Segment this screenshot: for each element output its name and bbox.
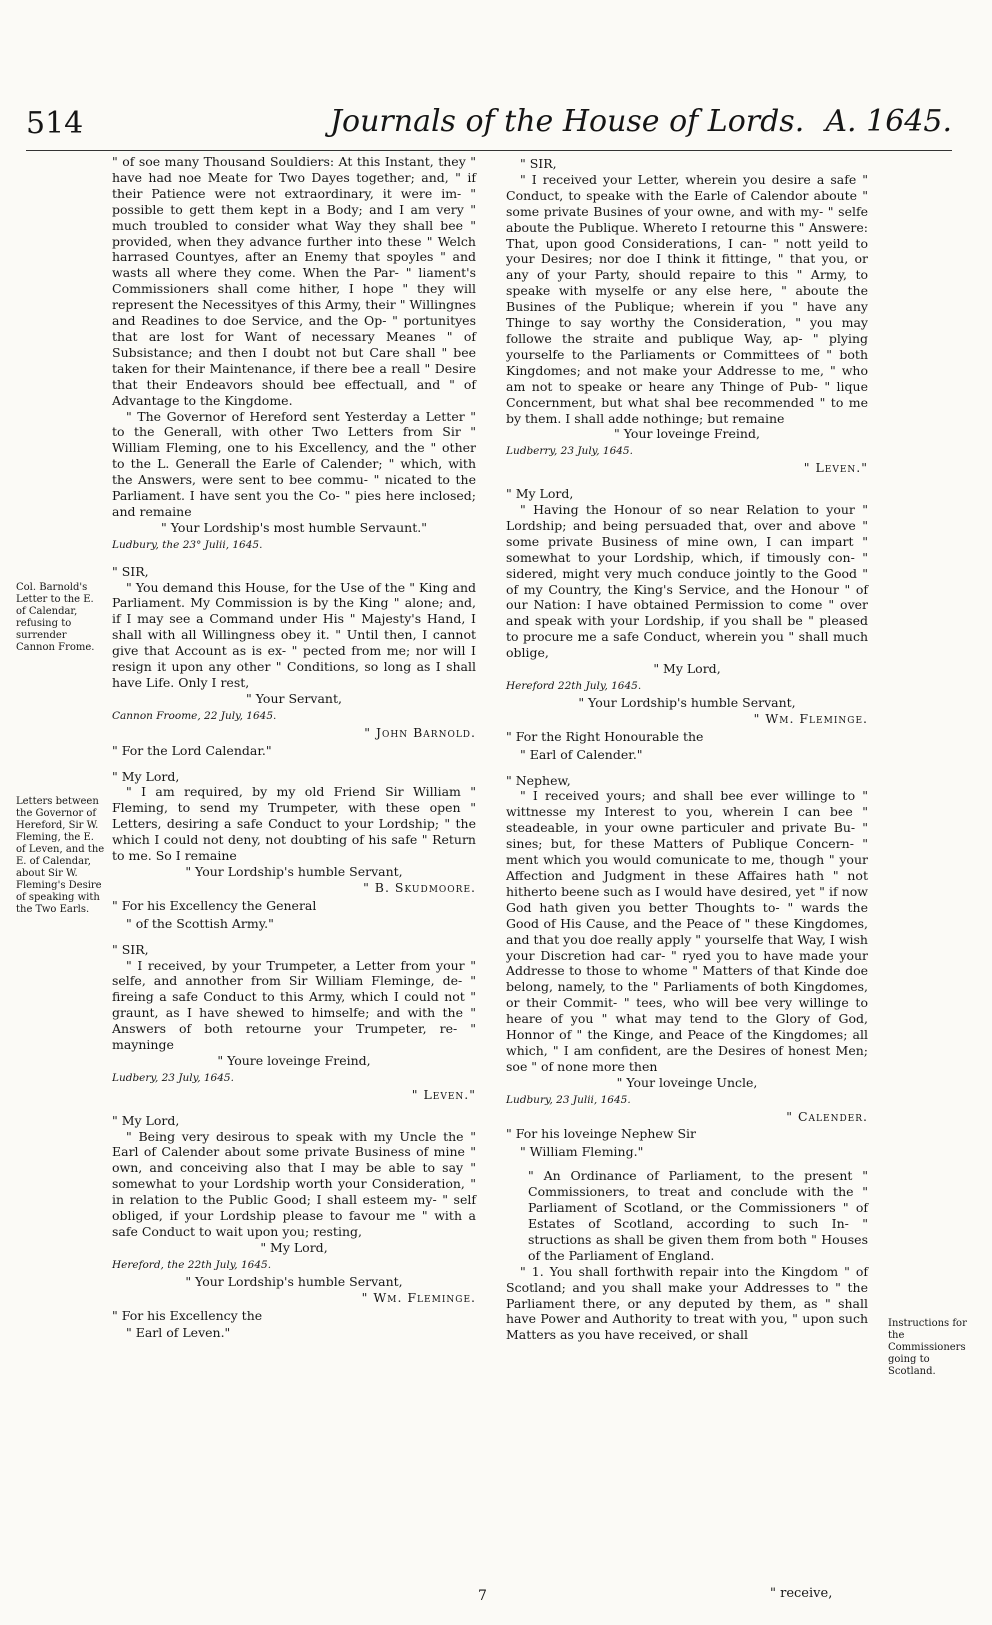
dateline: Hereford, the 22th July, 1645. xyxy=(112,1258,272,1271)
margin-note-letters: Letters between the Governor of Hereford, Sir W. Fleming, the E. of Leven, and the E. of Calendar, about Sir W. Fleming's Desire of speaking with the Two Earls. xyxy=(16,796,105,915)
paragraph: " Having the Honour of so near Relation to your " Lordship; and being persuaded that, over and above " some private Business of mine own, I can impart " somewhat to your Lordship, which, if timously con- " sidered, might very much conduce jointly to the Good " of my Country, the King's Service, and the Honour " of our Nation: I have obtained Permission to come " over and speak with your Lordship, if you shall be " pleased to procure me a safe Conduct, wherein you " shall much oblige, xyxy=(506,502,868,661)
address: " For the Right Honourable the xyxy=(506,728,704,744)
signature-mark: 7 xyxy=(478,1588,487,1604)
paragraph: " of soe many Thousand Souldiers: At this Instant, they " have had noe Meate for Two Dayes together; and, " if their Patience were not extraordinary, it were im- " possible to gett them kept in a Body; and I am very " much troubled to consider what Way they shall bee " provided, when they advance further into these " Welch harrased Countyes, after an Enemy that spoyles " and wasts all where they come. When the Par- " liament's Commissioners shall come hither, I hope " they will represent the Necessityes of this Army, their " Willingnes and Readines to doe Service, and the Op- " portunityes that are lost for Want of necessary Meanes " of Subsistance; and then I doubt not but Care shall " bee taken for their Maintenance, if there bee a reall " Desire that their Endeavors should bee effectuall, and " of Advantage to the Kingdome. xyxy=(112,154,476,408)
running-year: A. 1645. xyxy=(825,104,952,139)
paragraph: " I received yours; and shall bee ever willinge to " wittnesse my Interest to you, wherein I can bee " steadeable, in your owne particuler and private Bu- " sines; but, for these Matters of Publique Concern- " ment which you would comunicate to me, though " your Affection and Judgment in these Affaires hath " not hitherto beene such as I would have desired, yet " if now God hath given you better Thoughts to- " wards the Good of His Cause, and the Peace of " these Kingdomes, and that you doe really apply " yourselfe that Way, I wish your Discretion had car- " ryed you to have made your Addresse to those to whome " Matters of that Kinde doe belong, namely, to the " Parliaments of both Kingdomes, or their Commit- " tees, who will bee very willinge to heare of you " what may tend to the Glory of God, Honnor of " the Kinge, and Peace of the Kingdomes; all which, " I am confident, are the Desires of honest Men; soe " of none more then xyxy=(506,788,868,1074)
signature: " B. Skudmoore. xyxy=(363,879,476,895)
margin-note-instructions: Instructions for the Commissioners going to Scotland. xyxy=(888,1318,967,1377)
closing: " Your Lordship's humble Servant, xyxy=(185,1273,403,1289)
closing: " Your Lordship's most humble Servaunt." xyxy=(161,519,427,535)
salutation: " SIR, xyxy=(112,941,149,957)
closing: " Your Lordship's humble Servant, xyxy=(185,863,403,879)
paragraph: " I received, by your Trumpeter, a Letter from your " selfe, and annother from Sir William Fleminge, de- " fireing a safe Conduct to this Army, which I could not " graunt, as I have shewed to himselfe; and with the " Answers of both retourne your Trumpeter, re- " mayninge xyxy=(112,957,476,1053)
signature: " John Barnold. xyxy=(364,724,476,740)
salutation: " Nephew, xyxy=(506,772,571,788)
signature: " Calender. xyxy=(786,1108,868,1124)
closing: " Your loveinge Uncle, xyxy=(616,1074,758,1090)
signature: " Leven." xyxy=(411,1086,476,1102)
address: " For his loveinge Nephew Sir xyxy=(506,1126,697,1142)
paragraph: " 1. You shall forthwith repair into the Kingdom " of Scotland; and you shall make your Addresses to " the Parliament there, or any deputed by them, as " shall have Power and Authority to treat with you, " upon such Matters as you have received, or shall xyxy=(506,1263,868,1343)
address: " Earl of Calender." xyxy=(520,746,643,762)
address: " Earl of Leven." xyxy=(126,1325,231,1341)
paragraph: " I received your Letter, wherein you desire a safe " Conduct, to speake with the Earle of Calendor aboute " some private Busines of your owne, and with my- " selfe aboute the Publique. Whereto I retourne this " Answere: That, upon good Considerations, I can- " nott yeild to your Desires; nor doe I think it fittinge, " that you, or any of your Party, should repaire to this " Army, to speake with myselfe or any else here, " aboute the Busines of the Publique; wherein if you " have any Thinge to say worthy the Consideration, " you may followe the straite and publique Way, ap- " plying yourselfe to the Parliaments or Committees of " both Kingdomes; and not make your Addresse to me, " who am not to speake or heare any Thinge of Pub- " lique Concernment, but what shal bee recommended " to me by them. I shall adde nothinge; but remaine xyxy=(506,171,868,426)
signature: " Wm. Fleminge. xyxy=(753,710,868,726)
paragraph: " Being very desirous to speak with my Uncle the " Earl of Calender about some private Business of mine " own, and conceiving also that I may be able to say " somewhat to your Lordship worth your Consideration, " in relation to the Public Good; I shall esteem my- " self obliged, if your Lordship please to favour me " with a safe Conduct to wait upon you; resting, xyxy=(112,1128,476,1239)
ordinance-heading: " An Ordinance of Parliament, to the present " Commissioners, to treat and conclude with the " Parliament of Scotland, or the Commissioners " of Estates of Scotland, according to such In- " structions as shall be given them from both " Houses of the Parliament of England. xyxy=(528,1168,868,1263)
dateline: Ludbury, 23 Julii, 1645. xyxy=(506,1093,631,1106)
address: " William Fleming." xyxy=(520,1144,644,1160)
running-header xyxy=(0,102,992,150)
address: " For his Excellency the xyxy=(112,1307,263,1323)
salutation: " My Lord, xyxy=(506,486,574,502)
dateline: Ludberry, 23 July, 1645. xyxy=(506,445,633,458)
dateline: Cannon Froome, 22 July, 1645. xyxy=(112,709,277,722)
left-column xyxy=(112,154,476,1341)
closing: " Your loveinge Freind, xyxy=(614,426,760,442)
right-column xyxy=(506,154,868,1343)
paragraph: " I am required, by my old Friend Sir William " Fleming, to send my Trumpeter, with these open " Letters, desiring a safe Conduct to your Lordship; " the which I could not deny, not doubting of his safe " Return to me. So I remaine xyxy=(112,784,476,864)
dateline: Hereford 22th July, 1645. xyxy=(506,680,642,692)
catchword: " receive, xyxy=(770,1586,833,1601)
salutation: " SIR, xyxy=(112,563,149,579)
salutation: " My Lord, xyxy=(112,768,180,784)
closing: " My Lord, xyxy=(653,661,721,677)
header-rule xyxy=(26,150,952,151)
margin-note-barnold: Col. Barnold's Letter to the E. of Calendar, refusing to surrender Cannon Frome. xyxy=(16,582,95,653)
page-number: 514 xyxy=(26,106,84,141)
closing: " Youre loveinge Freind, xyxy=(217,1052,371,1068)
signature: " Wm. Fleminge. xyxy=(361,1289,476,1305)
dateline: Ludbury, the 23° Julii, 1645. xyxy=(112,538,263,551)
address: " For his Excellency the General xyxy=(112,897,317,913)
address: " of the Scottish Army." xyxy=(126,915,274,931)
running-title: Journals of the House of Lords. xyxy=(330,104,805,139)
address: " For the Lord Calendar." xyxy=(112,742,272,758)
salutation: " My Lord, xyxy=(112,1112,180,1128)
signature: " Leven." xyxy=(803,460,868,476)
paragraph: " You demand this House, for the Use of the " King and Parliament. My Commission is by the King " alone; and, if I may see a Command under His " Majesty's Hand, I shall with all Willingness obey it. " Until then, I cannot give that Account as is ex- " pected from me; nor will I resign it upon any other " Conditions, so long as I shall have Life. Only I rest, xyxy=(112,579,476,690)
dateline: Ludbery, 23 July, 1645. xyxy=(112,1071,234,1084)
salutation: " SIR, xyxy=(520,156,557,171)
closing: " Your Servant, xyxy=(246,690,342,706)
closing: " My Lord, xyxy=(260,1239,328,1255)
closing: " Your Lordship's humble Servant, xyxy=(578,694,796,710)
paragraph: " The Governor of Hereford sent Yesterday a Letter " to the Generall, with other Two Letters from Sir " William Fleming, one to his Excellency, and the " other to the L. Generall the Earle of Calender; " which, with the Answers, were sent to bee commu- " nicated to the Parliament. I have sent you the Co- " pies here inclosed; and remaine xyxy=(112,408,476,519)
